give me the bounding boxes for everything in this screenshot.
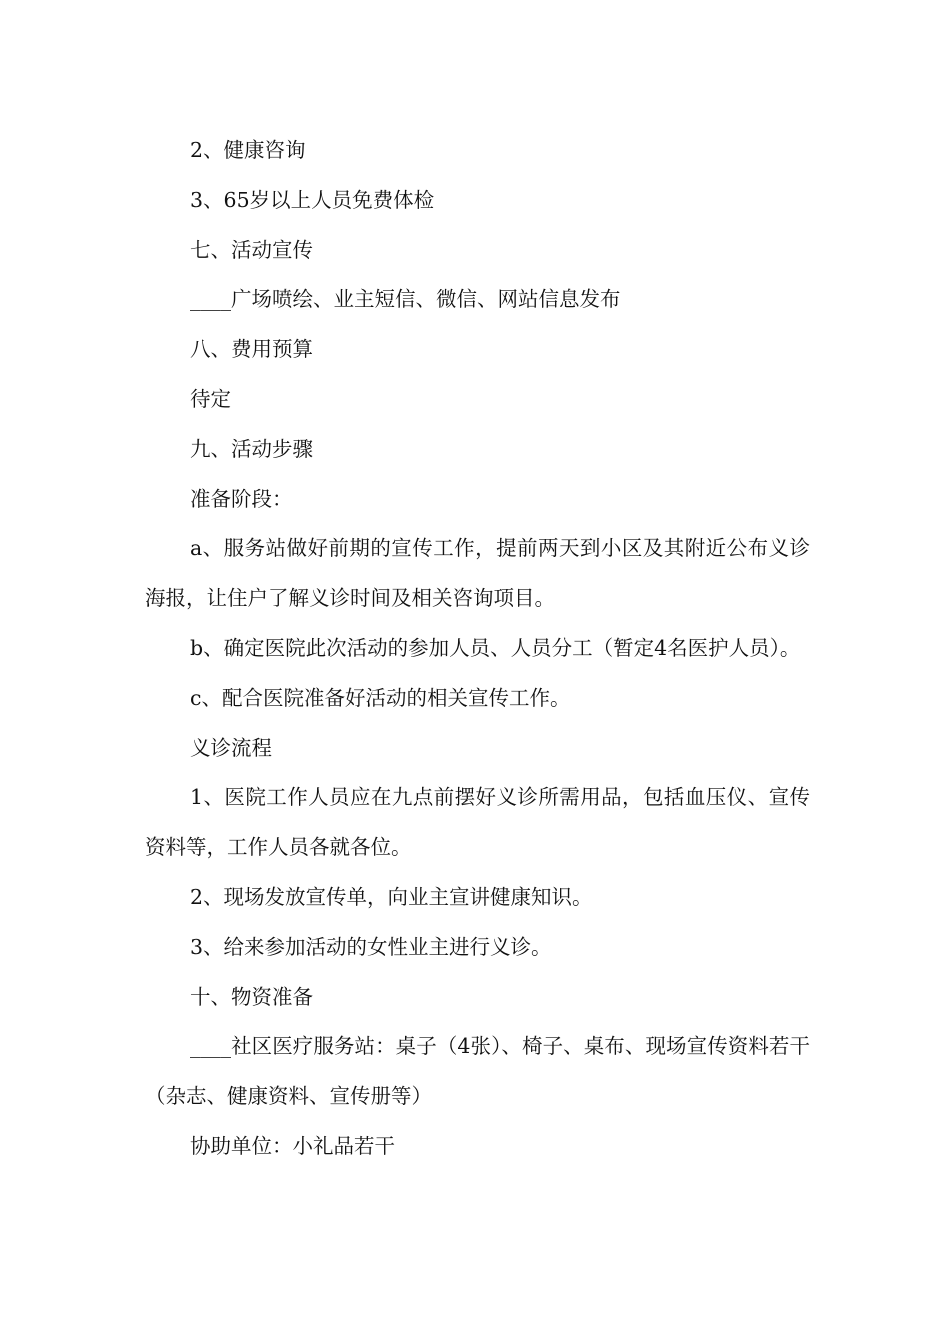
list-item-process-3: 3、给来参加活动的女性业主进行义诊。: [190, 934, 552, 959]
subheading-preparation: 准备阶段：: [190, 486, 293, 511]
section-heading-budget: 八、费用预算: [190, 337, 313, 362]
list-item-free-checkup: 3、65岁以上人员免费体检: [190, 187, 435, 212]
section-heading-materials: 十、物资准备: [190, 984, 313, 1009]
section-heading-publicity: 七、活动宣传: [190, 237, 313, 262]
list-item-process-2: 2、现场发放宣传单，向业主宣讲健康知识。: [190, 884, 593, 909]
document-body: [145, 126, 810, 1172]
paragraph-budget: 待定: [190, 386, 231, 411]
list-item-prep-b: b、确定医院此次活动的参加人员、人员分工（暂定4名医护人员）。: [190, 635, 801, 660]
list-item-prep-a: a、服务站做好前期的宣传工作，提前两天到小区及其附近公布义诊海报，让住户了解义诊时间及相关咨询项目。: [145, 536, 810, 611]
list-item-prep-c: c、配合医院准备好活动的相关宣传工作。: [190, 685, 571, 710]
paragraph-materials-partner: 协助单位：小礼品若干: [190, 1133, 395, 1158]
list-item-health-consult: 2、健康咨询: [190, 138, 306, 162]
list-item-process-1: 1、医院工作人员应在九点前摆好义诊所需用品，包括血压仪、宣传资料等，工作人员各就各位。: [145, 785, 810, 860]
subheading-clinic-process: 义诊流程: [190, 735, 272, 760]
paragraph-materials-station: ____社区医疗服务站：桌子（4张）、椅子、桌布、现场宣传资料若干（杂志、健康资料、宣传册等）: [145, 1034, 810, 1109]
paragraph-publicity-channels: ____广场喷绘、业主短信、微信、网站信息发布: [190, 287, 621, 312]
section-heading-steps: 九、活动步骤: [190, 436, 313, 461]
